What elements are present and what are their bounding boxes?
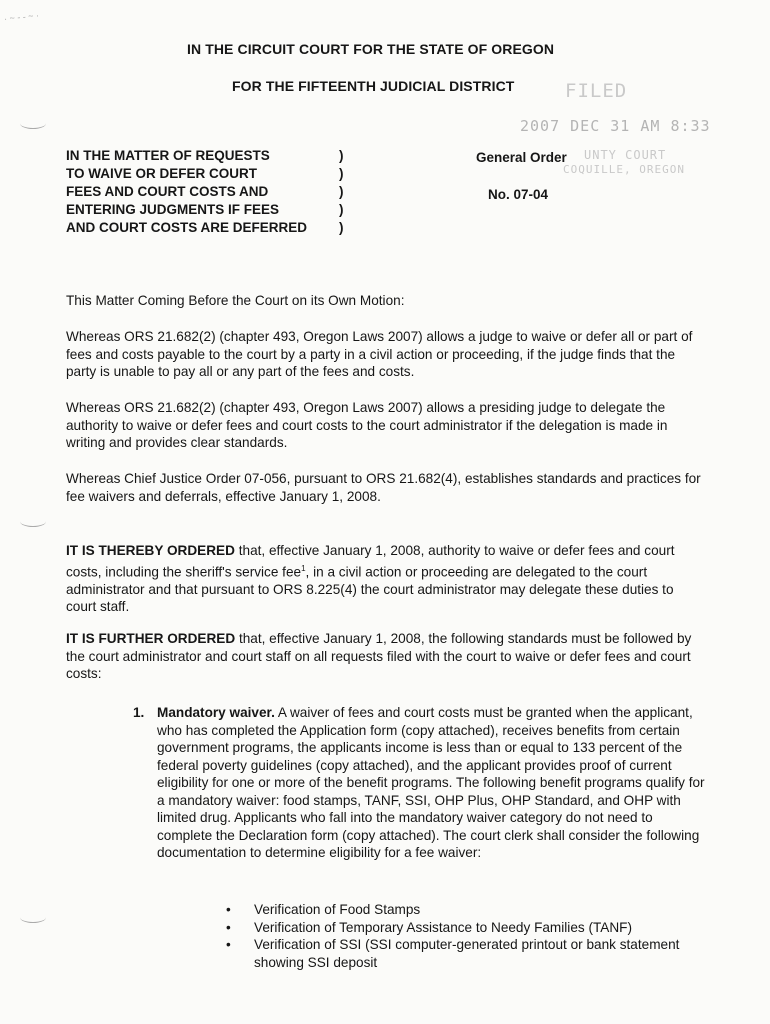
order-paragraph xyxy=(66,542,706,616)
bullet-icon: • xyxy=(226,937,231,952)
scan-mark: · ~ - - ~ · xyxy=(3,10,40,24)
list-item-text: Verification of Food Stamps xyxy=(254,902,421,917)
filed-stamp-court: UNTY COURT xyxy=(584,148,667,162)
order-lead: IT IS THEREBY ORDERED xyxy=(66,543,235,558)
order-label: General Order xyxy=(476,150,567,165)
whereas-paragraph: Whereas Chief Justice Order 07-056, pursuant to ORS 21.682(4), establishes standards and practices for fee waivers and deferrals, effective January 1, 2008. xyxy=(66,471,701,504)
caption-line: IN THE MATTER OF REQUESTS xyxy=(66,148,270,163)
district-heading: FOR THE FIFTEENTH JUDICIAL DISTRICT xyxy=(232,78,515,94)
intro-paragraph: This Matter Coming Before the Court on its Own Motion: xyxy=(66,293,405,308)
order-paragraph xyxy=(66,630,706,683)
bullet-icon: • xyxy=(226,902,231,917)
list-item xyxy=(226,936,696,971)
order-number: No. 07-04 xyxy=(488,187,549,202)
list-item xyxy=(226,901,696,919)
caption-paren: ) xyxy=(339,166,344,181)
list-item-number: 1. xyxy=(133,705,145,720)
caption-line: AND COURT COSTS ARE DEFERRED xyxy=(66,220,308,235)
filed-stamp: FILED xyxy=(565,80,628,102)
case-caption xyxy=(66,147,307,237)
list-item-text: Verification of Temporary Assistance to Needy Families (TANF) xyxy=(254,919,632,935)
footnote-ref: 1 xyxy=(301,563,306,573)
item-title: Mandatory waiver. xyxy=(157,705,275,720)
caption-paren: ) xyxy=(339,220,344,235)
order-text: that, effective January 1, 2008, the following standards must be followed by the court administrator and court staff on all requests filed with the court to waive or defer fees and court costs: xyxy=(66,631,692,681)
order-text: that, effective January 1, 2008, authority to waive or defer fees and court costs, including the sheriff's service fee xyxy=(66,543,675,580)
filed-stamp-date: 2007 DEC 31 AM 8:33 xyxy=(520,117,711,135)
list-item xyxy=(226,919,696,937)
caption-line: FEES AND COURT COSTS AND xyxy=(66,184,269,199)
caption-line: TO WAIVE OR DEFER COURT xyxy=(66,166,258,181)
punch-hole-mark xyxy=(20,912,46,923)
whereas-paragraph: Whereas ORS 21.682(2) (chapter 493, Oregon Laws 2007) allows a presiding judge to delegate the authority to waive or defer fees and court costs to the court administrator if the delegation is made in writing and provides clear standards. xyxy=(66,400,668,450)
bullet-icon: • xyxy=(226,919,231,935)
list-item-text: Verification of SSI (SSI computer-generated printout or bank statement showing SSI deposit xyxy=(254,937,680,970)
punch-hole-mark xyxy=(20,516,46,527)
order-text: , in a civil action or proceeding are delegated to the court administrator and that pursuant to ORS 8.225(4) the court administrator may delegate these duties to court staff. xyxy=(66,564,674,615)
whereas-paragraph: Whereas ORS 21.682(2) (chapter 493, Oregon Laws 2007) allows a judge to waive or defer all or part of fees and costs payable to the court by a party in a civil action or proceeding, if the judge finds that the party is unable to pay all or any part of the fees and costs. xyxy=(66,329,693,379)
item-text: A waiver of fees and court costs must be granted when the applicant, who has completed the Application form (copy attached), receives benefits from certain government programs, the applicants income is less than or equal to 133 percent of the federal poverty guidelines (copy attached), and the applicant provides proof of current eligibility for one or more of the benefit programs. The following benefit programs qualify for a mandatory waiver: food stamps, TANF, SSI, OHP Plus, OHP Standard, and OHP with limited drug. Applicants who fall into the mandatory waiver category do not need to complete the Declaration form (copy attached). The court clerk shall consider the following documentation to determine eligibility for a fee waiver: xyxy=(157,705,705,860)
caption-paren: ) xyxy=(339,202,344,217)
filed-stamp-city: COQUILLE, OREGON xyxy=(563,163,685,176)
mandatory-waiver-paragraph xyxy=(157,704,707,862)
caption-paren: ) xyxy=(339,148,344,163)
verification-list xyxy=(226,901,696,971)
caption-paren: ) xyxy=(339,184,344,199)
court-heading: IN THE CIRCUIT COURT FOR THE STATE OF OREGON xyxy=(187,41,555,57)
caption-line: ENTERING JUDGMENTS IF FEES xyxy=(66,202,280,217)
order-lead: IT IS FURTHER ORDERED xyxy=(66,631,236,646)
caption-parens xyxy=(339,147,344,237)
punch-hole-mark xyxy=(20,118,46,129)
